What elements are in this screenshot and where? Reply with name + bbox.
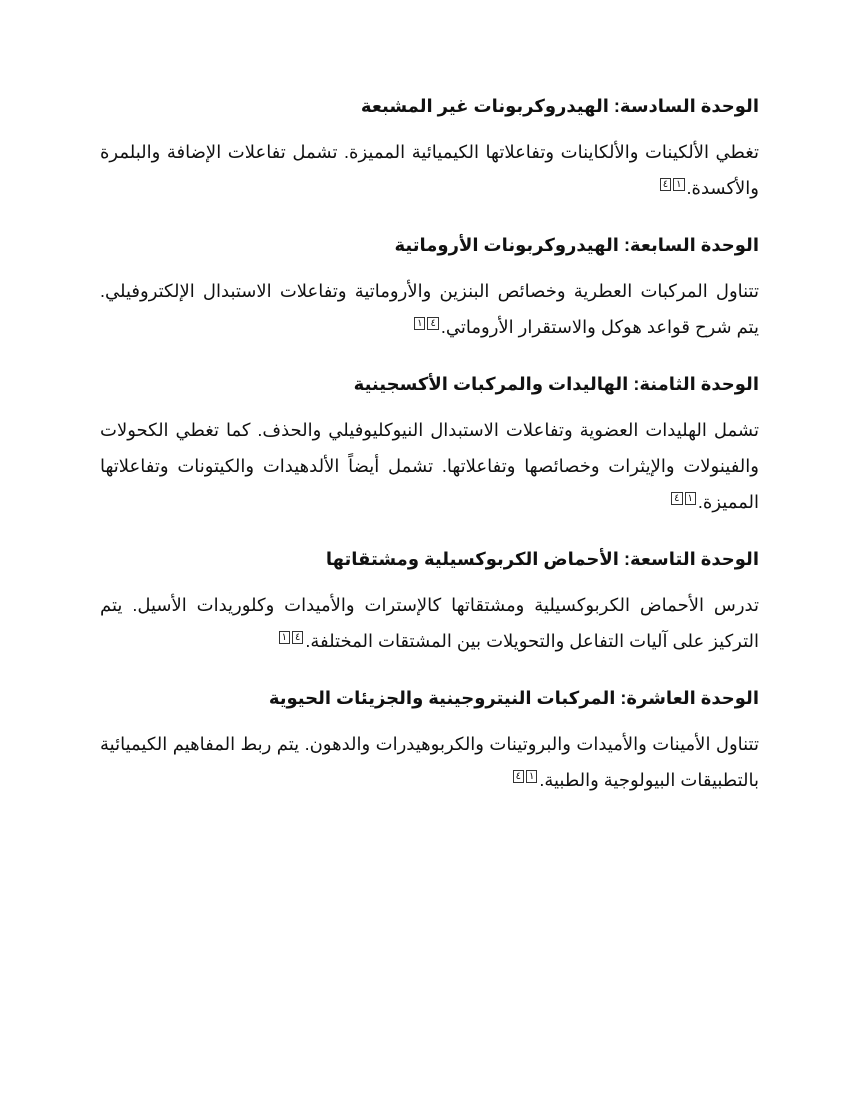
citation-ref[interactable]: ٤: [513, 770, 524, 783]
citation-ref[interactable]: ٤: [660, 178, 671, 191]
citation-ref[interactable]: ١: [526, 770, 537, 783]
citation-ref[interactable]: ٤: [427, 317, 438, 330]
section-body-text: تتناول الأمينات والأميدات والبروتينات والكربوهيدرات والدهون. يتم ربط المفاهيم الكيميائية بالتطبيقات البيولوجية والطبية.: [100, 734, 760, 790]
citation-group: [670, 492, 697, 504]
section-unit-8: [100, 370, 759, 520]
section-title: الوحدة السابعة: الهيدروكربونات الأروماتية: [394, 235, 759, 255]
section-unit-7: [100, 231, 759, 345]
citation-ref[interactable]: ١: [414, 317, 425, 330]
citation-group: [512, 770, 539, 782]
section-unit-10: [100, 684, 759, 798]
section-unit-9: [100, 545, 759, 659]
section-paragraph: [100, 412, 759, 520]
section-body-text: تدرس الأحماض الكربوكسيلية ومشتقاتها كالإسترات والأميدات وكلوريدات الأسيل. يتم التركيز على آليات التفاعل والتحويلات بين المشتقات المختلفة.: [100, 595, 759, 651]
citation-ref[interactable]: ٤: [671, 492, 682, 505]
section-title: الوحدة التاسعة: الأحماض الكربوكسيلية ومشتقاتها: [325, 549, 759, 569]
section-body-text: تتناول المركبات العطرية وخصائص البنزين والأروماتية وتفاعلات الاستبدال الإلكتروفيلي. يتم شرح قواعد هوكل والاستقرار الأروماتي.: [100, 281, 759, 337]
section-body-text: تشمل الهليدات العضوية وتفاعلات الاستبدال النيوكليوفيلي والحذف. كما تغطي الكحولات والفينولات والإيثرات وخصائصها وتفاعلاتها. تشمل أيضاً الألدهيدات والكيتونات وتفاعلاتها المميزة.: [100, 420, 759, 512]
section-title: الوحدة الثامنة: الهاليدات والمركبات الأكسجينية: [353, 374, 759, 394]
citation-group: [413, 317, 440, 329]
section-paragraph: [100, 273, 759, 345]
section-title: الوحدة السادسة: الهيدروكربونات غير المشبعة: [360, 96, 759, 116]
citation-group: [659, 178, 686, 190]
section-title: الوحدة العاشرة: المركبات النيتروجينية والجزيئات الحيوية: [268, 688, 759, 708]
section-paragraph: [100, 726, 759, 798]
citation-group: [278, 631, 305, 643]
section-body-text: تغطي الألكينات والألكاينات وتفاعلاتها الكيميائية المميزة. تشمل تفاعلات الإضافة والبلمرة والأكسدة.: [100, 142, 759, 198]
citation-ref[interactable]: ١: [673, 178, 684, 191]
citation-ref[interactable]: ٤: [292, 631, 303, 644]
section-paragraph: [100, 134, 759, 206]
citation-ref[interactable]: ١: [279, 631, 290, 644]
section-unit-6: [100, 92, 759, 206]
citation-ref[interactable]: ١: [685, 492, 696, 505]
section-paragraph: [100, 587, 759, 659]
